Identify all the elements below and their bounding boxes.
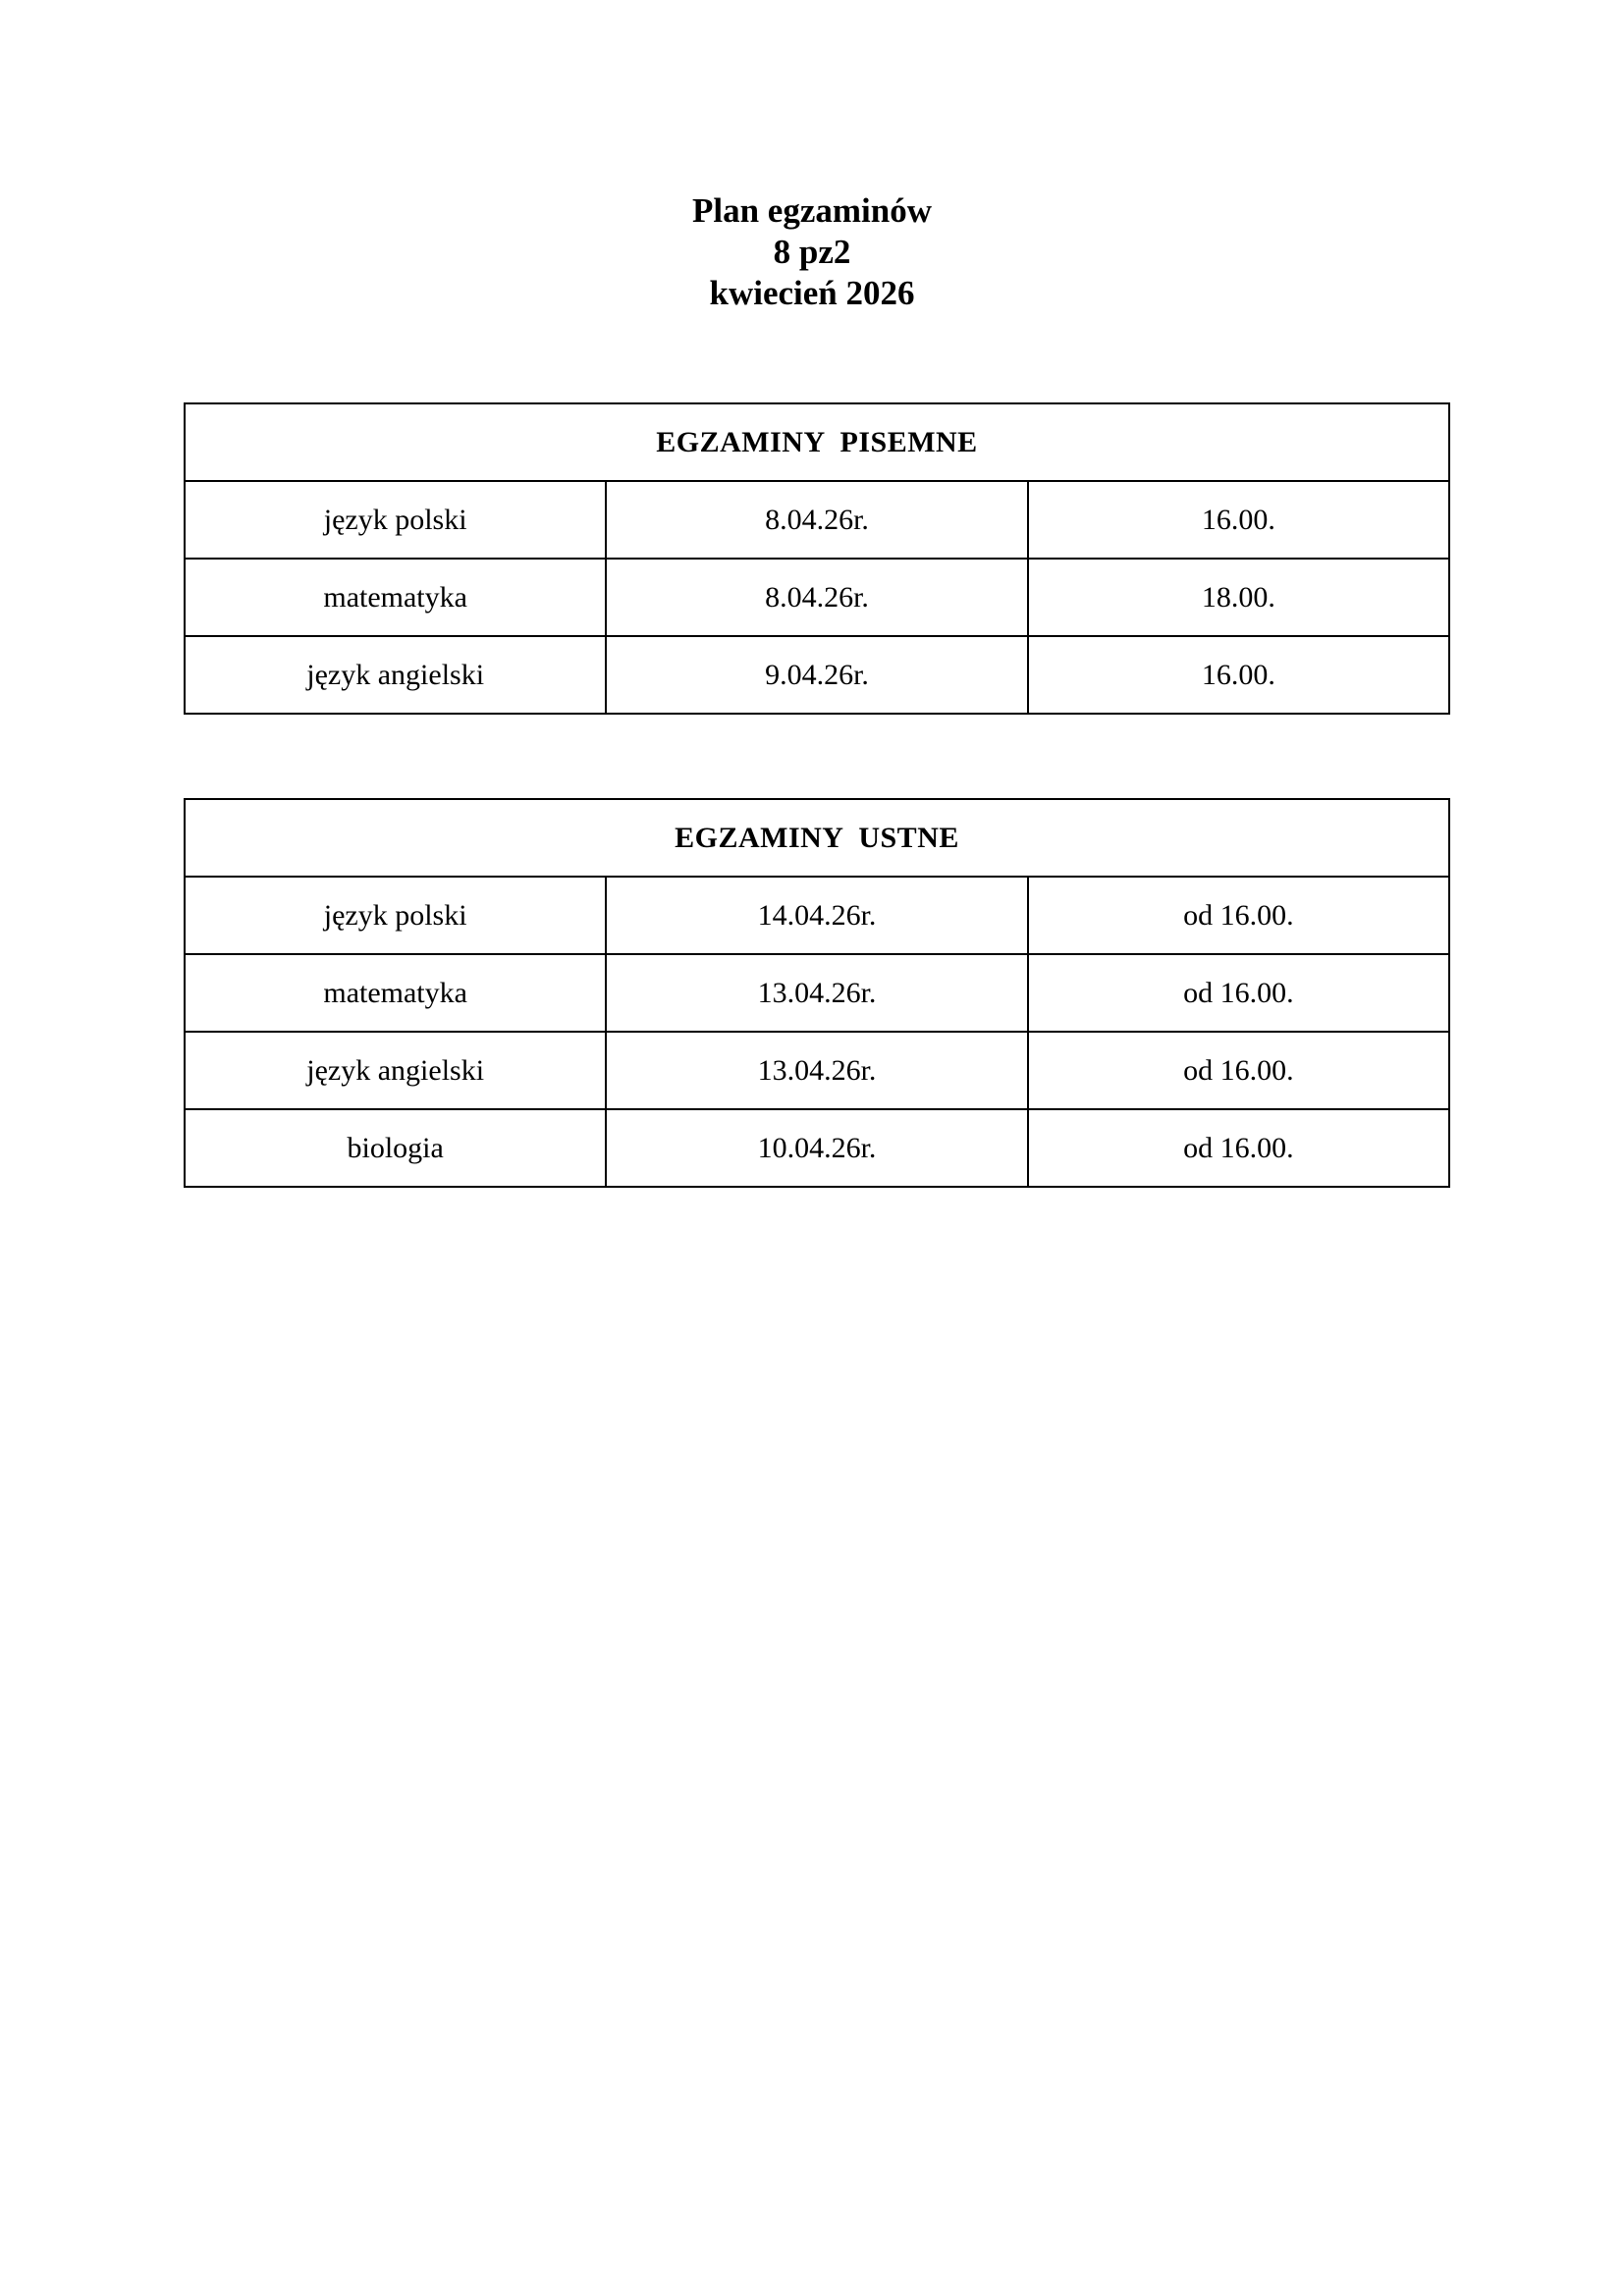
time-cell: od 16.00. <box>1028 1109 1449 1187</box>
date-cell: 10.04.26r. <box>606 1109 1027 1187</box>
table-row <box>185 481 1449 559</box>
date-cell: 8.04.26r. <box>606 481 1027 559</box>
written-exams-table <box>184 402 1450 715</box>
date-cell: 9.04.26r. <box>606 636 1027 714</box>
date-cell: 8.04.26r. <box>606 559 1027 636</box>
title-line-2: 8 pz2 <box>773 233 851 271</box>
date-cell: 13.04.26r. <box>606 1032 1027 1109</box>
subject-cell: język angielski <box>185 636 606 714</box>
oral-exams-table <box>184 798 1450 1188</box>
title-line-3: kwiecień 2026 <box>709 274 915 312</box>
written-exams-header: EGZAMINY PISEMNE <box>185 403 1449 481</box>
title-line-1: Plan egzaminów <box>691 191 932 230</box>
time-cell: 18.00. <box>1028 559 1449 636</box>
subject-cell: język polski <box>185 877 606 954</box>
table-row <box>185 1032 1449 1109</box>
table-row <box>185 559 1449 636</box>
subject-cell: język angielski <box>185 1032 606 1109</box>
date-cell: 14.04.26r. <box>606 877 1027 954</box>
table-row <box>185 877 1449 954</box>
table-header-row <box>185 403 1449 481</box>
subject-cell: matematyka <box>185 954 606 1032</box>
table-header-row <box>185 799 1449 877</box>
table-row <box>185 1109 1449 1187</box>
time-cell: 16.00. <box>1028 481 1449 559</box>
subject-cell: matematyka <box>185 559 606 636</box>
time-cell: od 16.00. <box>1028 1032 1449 1109</box>
subject-cell: biologia <box>185 1109 606 1187</box>
time-cell: 16.00. <box>1028 636 1449 714</box>
document-title <box>0 190 1624 314</box>
oral-exams-header: EGZAMINY USTNE <box>185 799 1449 877</box>
table-row <box>185 636 1449 714</box>
date-cell: 13.04.26r. <box>606 954 1027 1032</box>
time-cell: od 16.00. <box>1028 877 1449 954</box>
subject-cell: język polski <box>185 481 606 559</box>
time-cell: od 16.00. <box>1028 954 1449 1032</box>
table-row <box>185 954 1449 1032</box>
